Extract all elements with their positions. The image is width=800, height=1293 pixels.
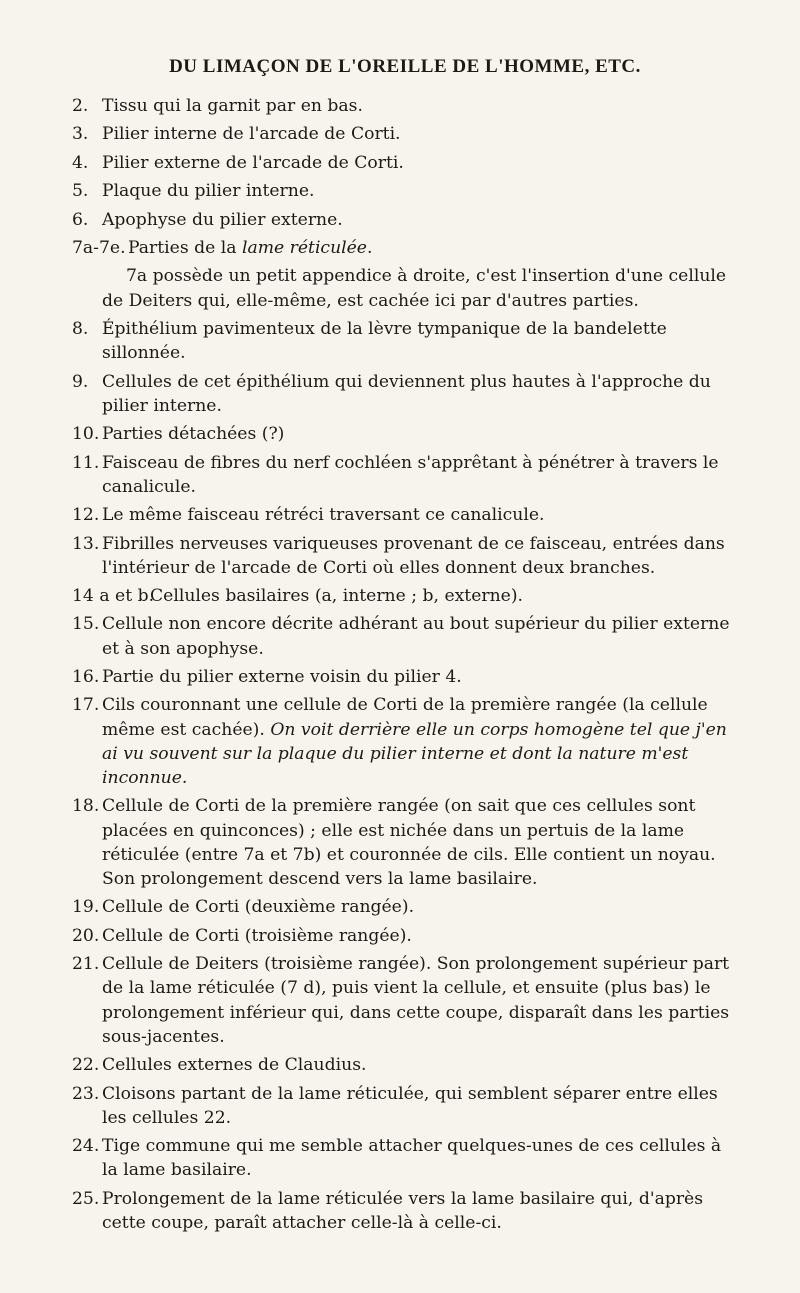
entry-number: 3. <box>72 124 89 145</box>
entry-text: Cellules externes de Claudius. <box>102 1055 367 1076</box>
entry-number: 18. <box>72 796 100 817</box>
entry-number: 13. <box>72 533 100 554</box>
entry-text: Le même faisceau rétréci traversant ce canalicule. <box>102 505 545 526</box>
entry-number: 4. <box>72 152 89 173</box>
entry-text-before: Parties de la <box>128 237 242 258</box>
entry-number: 6. <box>72 209 89 230</box>
entry-number: 25. <box>72 1188 100 1209</box>
entry-number: 14 a et b. <box>72 586 155 607</box>
entry-number: 9. <box>72 371 89 392</box>
entry-number: 16. <box>72 667 100 688</box>
entry-number: 7a <box>126 266 148 287</box>
entry-text: Cellule de Corti de la première rangée (on sait que ces cellules sont placées en quinconces) ; elle est nichée dans un pertuis de la lame réticulée (entre 7a et 7b) et couronnée de cils. Elle contient un noyau. Son prolongement descend vers la lame basilaire. <box>102 796 716 890</box>
legend-entry-2 <box>72 94 738 118</box>
entry-text: Cellule de Corti (troisième rangée). <box>102 925 412 946</box>
entry-text-before: Cils couronnant une cellule de Corti de la première rangée (la cellule même est cachée). <box>102 695 708 740</box>
legend-entry-11 <box>72 451 738 499</box>
legend-entry-15 <box>72 612 738 660</box>
legend-entry-21 <box>72 952 738 1049</box>
entry-text: Tissu qui la garnit par en bas. <box>102 96 363 116</box>
entry-text-italic: On voit derrière elle un corps homogène tel que j'en ai vu souvent sur la plaque du pilier interne et dont la nature m'est inconnue. <box>102 719 727 789</box>
legend-entry-10 <box>72 422 738 446</box>
entry-text: Faisceau de fibres du nerf cochléen s'apprêtant à pénétrer à travers le canalicule. <box>102 452 719 497</box>
legend-entry-8 <box>72 317 738 365</box>
entry-text: Cellule de Deiters (troisième rangée). Son prolongement supérieur part de la lame réticulée (7 d), puis vient la cellule, et ensuite (plus bas) le prolongement inférieur qui, dans cette coupe, disparaît dans les parties sous-jacentes. <box>102 954 730 1047</box>
entry-text-italic: lame réticulée <box>241 237 367 258</box>
entry-text: Apophyse du pilier externe. <box>102 209 343 230</box>
legend-entry-4 <box>72 151 738 175</box>
entry-text: Cellules de cet épithélium qui deviennent plus hautes à l'approche du pilier interne. <box>102 371 711 416</box>
legend-entry-16 <box>72 665 738 689</box>
entry-number: 7a-7e. <box>72 237 126 258</box>
entry-text-after: . <box>366 237 373 258</box>
entry-text: Pilier externe de l'arcade de Corti. <box>102 152 404 173</box>
legend-entry-14 <box>72 584 738 608</box>
legend-entry-3 <box>72 122 738 146</box>
entry-text: Cellule de Corti (deuxième rangée). <box>102 897 415 918</box>
entry-text: Épithélium pavimenteux de la lèvre tympanique de la bandelette sillonnée. <box>102 318 667 364</box>
legend-entry-12 <box>72 503 738 527</box>
legend-entry-13 <box>72 532 738 580</box>
entry-number: 22. <box>72 1055 100 1076</box>
legend-entry-24 <box>72 1134 738 1182</box>
entry-number: 15. <box>72 614 100 635</box>
legend-entry-19 <box>72 895 738 919</box>
entry-text: Cellules basilaires (a, interne ; b, externe). <box>150 586 524 607</box>
legend-list <box>72 94 738 1235</box>
legend-entry-23 <box>72 1082 738 1130</box>
entry-text: possède un petit appendice à droite, c'est l'insertion d'une cellule de Deiters qui, elle-même, est cachée ici par d'autres parties. <box>102 266 727 311</box>
entry-number: 11. <box>72 452 100 473</box>
entry-text: Cloisons partant de la lame réticulée, qui semblent séparer entre elles les cellules 22. <box>102 1083 718 1128</box>
legend-entry-5 <box>72 179 738 203</box>
entry-number: 17. <box>72 695 100 716</box>
entry-number: 10. <box>72 424 100 445</box>
legend-entry-17 <box>72 693 738 790</box>
entry-number: 20. <box>72 925 100 946</box>
entry-number: 23. <box>72 1083 100 1104</box>
entry-number: 21. <box>72 954 100 975</box>
legend-entry-22 <box>72 1053 738 1077</box>
entry-text: Tige commune qui me semble attacher quelques-unes de ces cellules à la lame basilaire. <box>102 1136 722 1181</box>
entry-number: 24. <box>72 1136 100 1157</box>
entry-text: Plaque du pilier interne. <box>102 181 315 202</box>
legend-entry-7a <box>72 264 738 312</box>
legend-entry-20 <box>72 924 738 948</box>
legend-entry-6 <box>72 208 738 232</box>
entry-text: Cellule non encore décrite adhérant au bout supérieur du pilier externe et à son apophyse. <box>102 614 730 659</box>
entry-number: 2. <box>72 96 89 116</box>
entry-number: 19. <box>72 897 100 918</box>
running-head: DU LIMAÇON DE L'OREILLE DE L'HOMME, ETC. <box>169 56 641 77</box>
entry-text: Prolongement de la lame réticulée vers la lame basilaire qui, d'après cette coupe, paraît attacher celle-là à celle-ci. <box>102 1188 704 1234</box>
entry-number: 12. <box>72 505 100 526</box>
entry-text: Pilier interne de l'arcade de Corti. <box>102 124 401 145</box>
legend-entry-9 <box>72 370 738 418</box>
entry-text: Parties détachées (?) <box>102 424 285 445</box>
legend-entry-25 <box>72 1187 738 1235</box>
legend-entry-7a-7e <box>72 236 738 260</box>
entry-number: 5. <box>72 181 89 202</box>
entry-number: 8. <box>72 318 89 339</box>
entry-text: Fibrilles nerveuses variqueuses provenant de ce faisceau, entrées dans l'intérieur de l'arcade de Corti où elles donnent deux branches. <box>102 533 725 578</box>
entry-text: Partie du pilier externe voisin du pilier 4. <box>102 667 462 688</box>
legend-entry-18 <box>72 794 738 891</box>
